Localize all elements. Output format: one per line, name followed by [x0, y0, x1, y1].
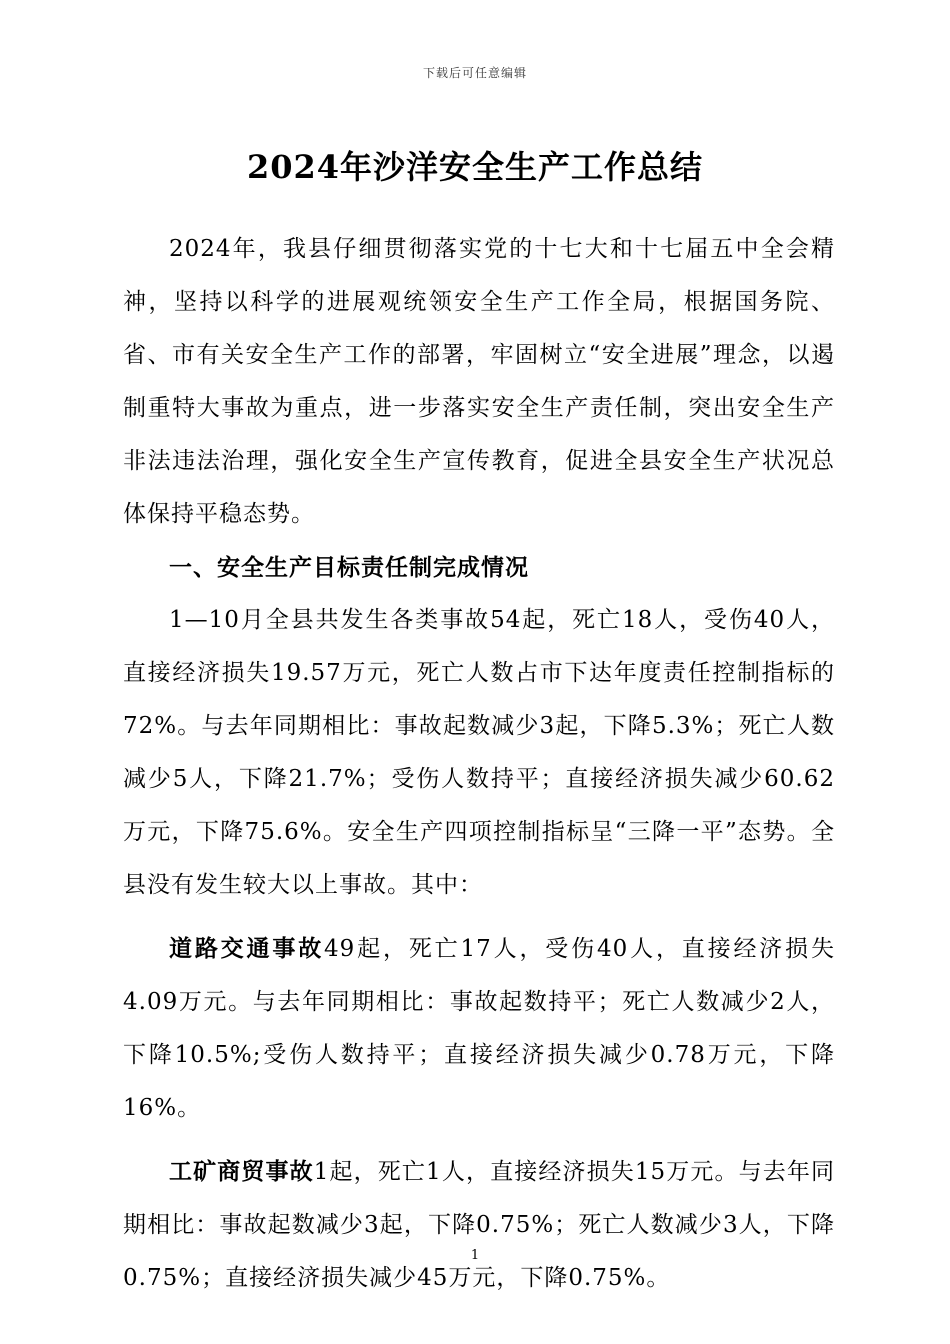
document-body	[123, 223, 835, 1305]
intro-paragraph: 2024年，我县仔细贯彻落实党的十七大和十七届五中全会精神，坚持以科学的进展观统领安全生产工作全局，根据国务院、省、市有关安全生产工作的部署，牢固树立“安全进展”理念，以遏制重特大事故为重点，进一步落实安全生产责任制，突出安全生产非法违法治理，强化安全生产宣传教育，促进全县安全生产状况总体保持平稳态势。	[123, 236, 835, 527]
section-heading: 一、安全生产目标责任制完成情况	[169, 554, 529, 581]
industry-paragraph	[123, 1145, 835, 1305]
document-title: 2024年沙洋安全生产工作总结	[246, 148, 704, 186]
road-traffic-text: 49起，死亡17人，受伤40人，直接经济损失4.09万元。与去年同期相比：事故起数持平；死亡人数减少2人，下降10.5%;受伤人数持平；直接经济损失减少0.78万元，下降16%。	[123, 936, 835, 1121]
header-note: 下载后可任意编辑	[422, 66, 527, 80]
road-traffic-lead: 道路交通事故	[169, 935, 325, 962]
road-traffic-paragraph	[123, 922, 835, 1135]
industry-text: 1起，死亡1人，直接经济损失15万元。与去年同期相比：事故起数减少3起，下降0.75%；死亡人数减少3人，下降0.75%；直接经济损失减少45万元，下降0.75%。	[123, 1159, 836, 1291]
summary-paragraph: 1—10月全县共发生各类事故54起，死亡18人，受伤40人，直接经济损失19.57万元，死亡人数占市下达年度责任控制指标的72%。与去年同期相比：事故起数减少3起，下降5.3%；死亡人数减少5人，下降21.7%；受伤人数持平；直接经济损失减少60.62万元，下降75.6%。安全生产四项控制指标呈“三降一平”态势。全县没有发生较大以上事故。其中：	[123, 607, 835, 898]
industry-lead: 工矿商贸事故	[169, 1158, 314, 1185]
page-number: 1	[470, 1248, 480, 1263]
